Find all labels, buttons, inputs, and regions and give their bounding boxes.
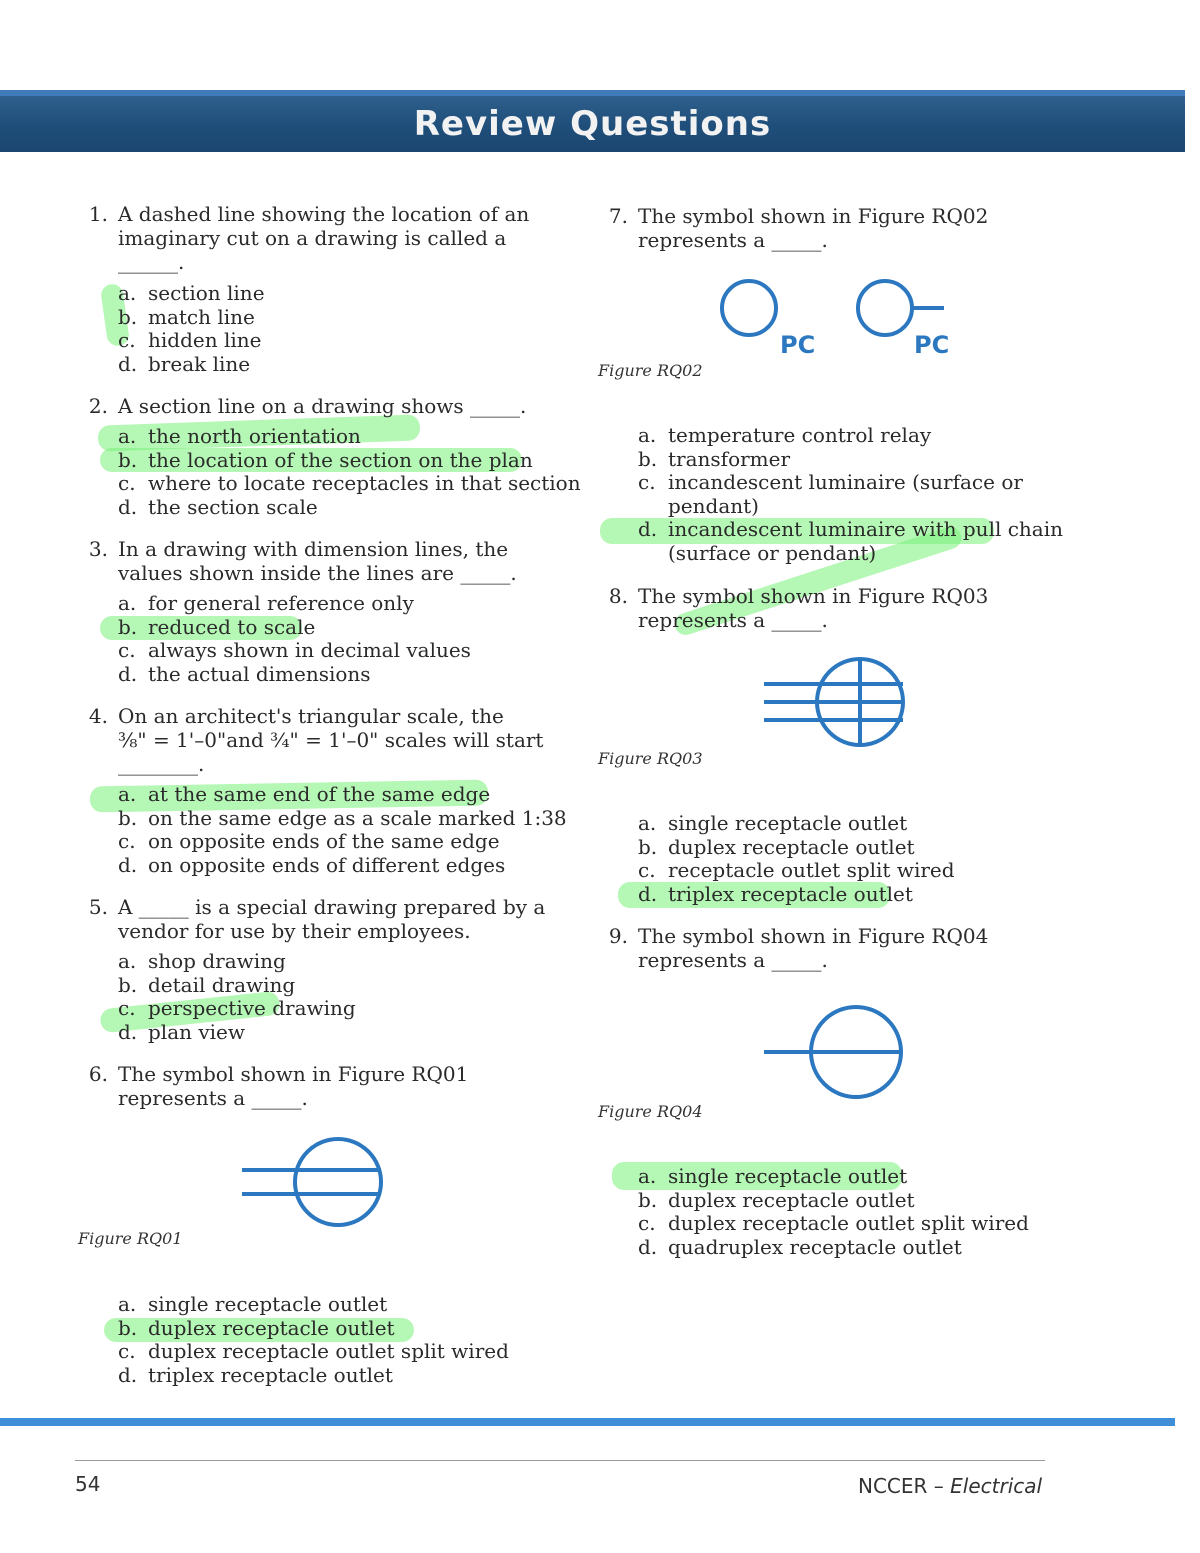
page-number: 54 <box>75 1472 101 1496</box>
header-banner <box>0 90 1185 152</box>
question-stem: The symbol shown in Figure RQ02 represents a _____. <box>638 204 989 252</box>
question-number: 2. <box>88 394 108 418</box>
question-number: 8. <box>608 584 628 608</box>
figure-rq03-symbol <box>760 652 910 752</box>
question-stem: The symbol shown in Figure RQ01 represents a _____. <box>118 1062 469 1110</box>
figure-rq04-caption: Figure RQ04 <box>598 1102 703 1121</box>
figure-rq01-caption: Figure RQ01 <box>78 1229 183 1248</box>
figure-rq04-symbol <box>760 1002 910 1102</box>
question-stem: On an architect's triangular scale, the ⅜" = 1'–0"and ¾" = 1'–0" scales will start ________. <box>118 704 544 776</box>
question-stem: The symbol shown in Figure RQ03 represents a _____. <box>638 584 989 632</box>
page-title: Review Questions <box>413 104 772 144</box>
question-number: 9. <box>608 924 628 948</box>
figure-rq02-symbols <box>712 274 962 364</box>
question-stem: The symbol shown in Figure RQ04 represents a _____. <box>638 924 989 972</box>
book-title: NCCER – Electrical <box>858 1474 1043 1498</box>
question-stem: A _____ is a special drawing prepared by a vendor for use by their employees. <box>118 895 546 943</box>
question-number: 3. <box>88 537 108 561</box>
footer-rule <box>0 1418 1175 1426</box>
figure-rq02-caption: Figure RQ02 <box>598 361 703 380</box>
question-stem: In a drawing with dimension lines, the values shown inside the lines are _____. <box>118 537 517 585</box>
pc-label-2: PC <box>914 331 950 359</box>
question-stem: A dashed line showing the location of an imaginary cut on a drawing is called a ______. <box>118 202 530 274</box>
pc-label-1: PC <box>780 331 816 359</box>
question-stem: A section line on a drawing shows _____. <box>118 394 527 418</box>
footer-divider <box>75 1460 1045 1461</box>
question-number: 1. <box>88 202 108 226</box>
question-number: 4. <box>88 704 108 728</box>
figure-rq03-caption: Figure RQ03 <box>598 749 703 768</box>
question-number: 6. <box>88 1062 108 1086</box>
question-number: 5. <box>88 895 108 919</box>
question-number: 7. <box>608 204 628 228</box>
figure-rq01-symbol <box>238 1132 388 1232</box>
